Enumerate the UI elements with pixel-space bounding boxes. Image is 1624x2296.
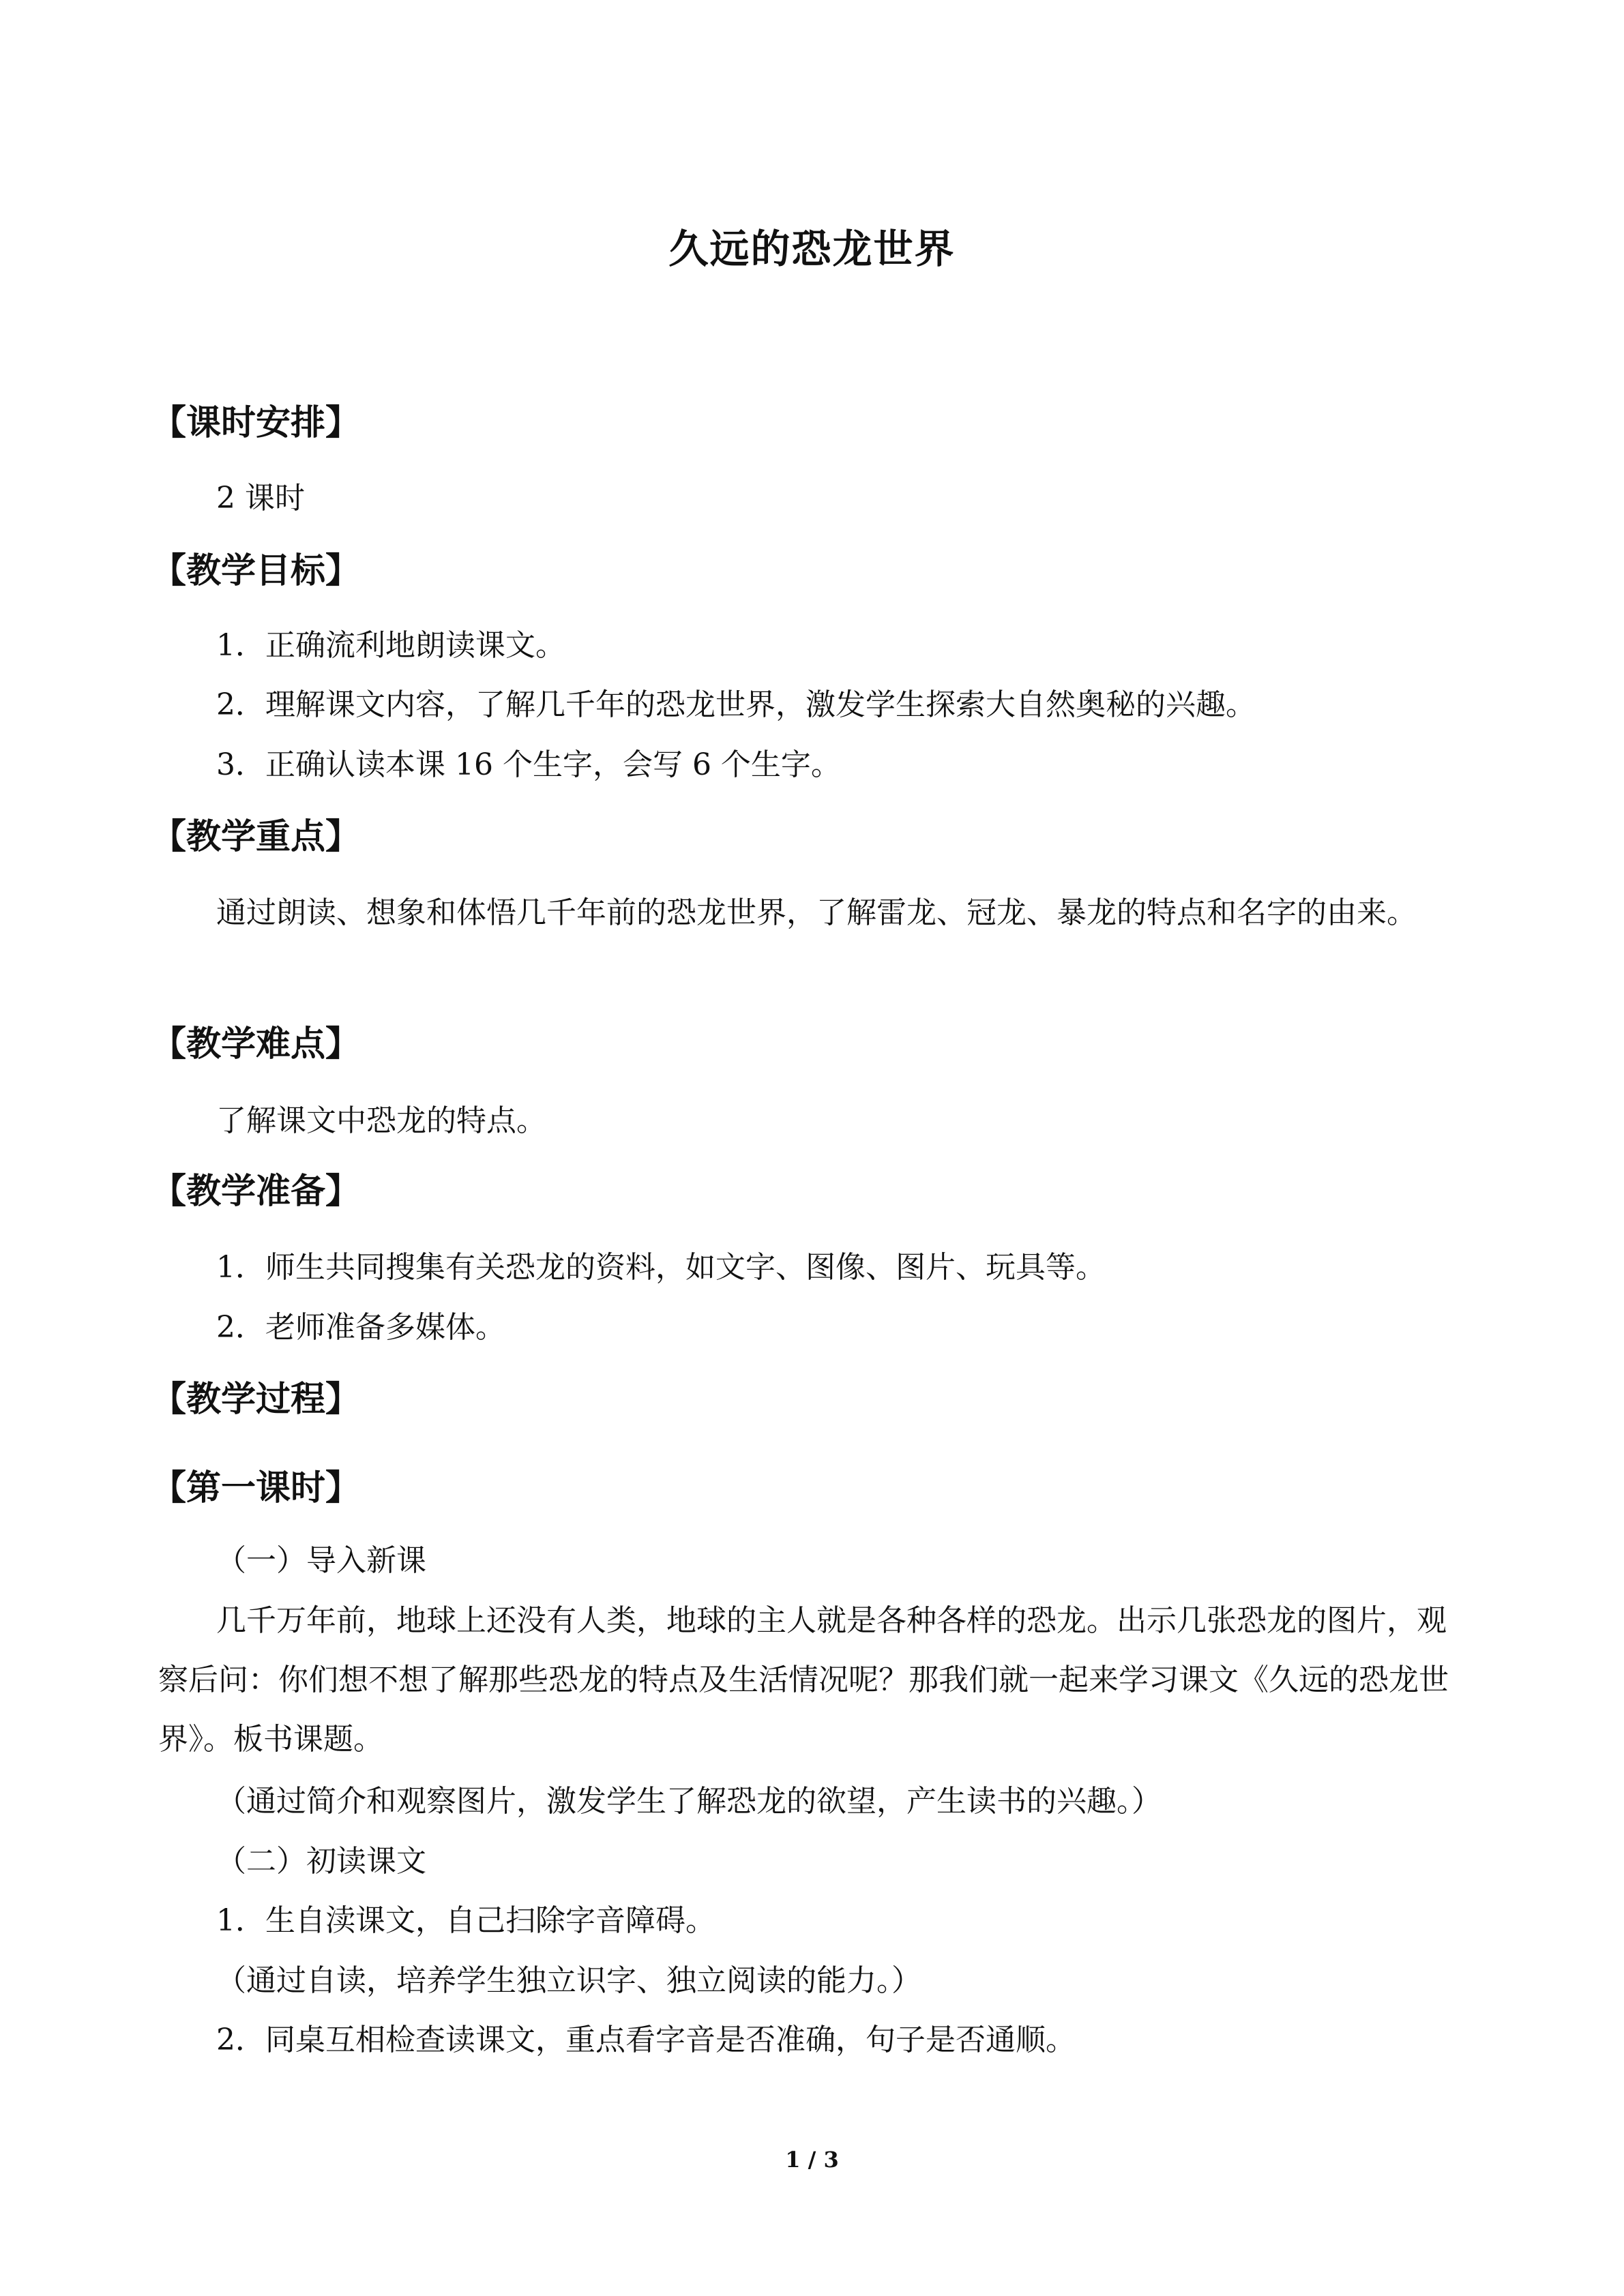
heading-goals: 【教学目标】 <box>151 551 361 591</box>
heading-lesson-one: 【第一课时】 <box>151 1468 361 1508</box>
heading-key-points: 【教学重点】 <box>151 817 361 857</box>
lesson-part2-item-2: 2．同桌互相检查读课文，重点看字音是否准确，句子是否通顺。 <box>216 2023 1076 2057</box>
heading-difficulties: 【教学难点】 <box>151 1024 361 1064</box>
document-title: 久远的恐龙世界 <box>668 226 956 272</box>
heading-schedule: 【课时安排】 <box>151 403 361 443</box>
preparation-item-2: 2．老师准备多媒体。 <box>216 1310 505 1345</box>
page-indicator: 1 / 3 <box>785 2147 839 2173</box>
key-points-body: 通过朗读、想象和体悟几千年前的恐龙世界，了解雷龙、冠龙、暴龙的特点和名字的由来。 <box>216 895 1417 930</box>
lesson-part1-note: （通过简介和观察图片，激发学生了解恐龙的欲望，产生读书的兴趣。） <box>216 1784 1162 1819</box>
heading-preparation: 【教学准备】 <box>151 1172 361 1212</box>
lesson-part1-body: 几千万年前，地球上还没有人类，地球的主人就是各种各样的恐龙。出示几张恐龙的图片，观察后问：你们想不想了解那些恐龙的特点及生活情况呢？那我们就一起来学习课文《久远的恐龙世界》。板书课题。 <box>158 1603 1449 1757</box>
lesson-part2-note: （通过自读，培养学生独立识字、独立阅读的能力。） <box>216 1963 921 1998</box>
lesson-part2-title: （二）初读课文 <box>216 1844 426 1879</box>
goal-item-1: 1．正确流利地朗读课文。 <box>216 628 565 663</box>
lesson-part2-item-1: 1．生自渎课文，自己扫除字音障碍。 <box>216 1903 715 1938</box>
goal-item-2: 2．理解课文内容，了解几千年的恐龙世界，激发学生探索大自然奥秘的兴趣。 <box>216 687 1256 722</box>
difficulties-body: 了解课文中恐龙的特点。 <box>216 1103 546 1138</box>
lesson-part1-title: （一）导入新课 <box>216 1543 426 1578</box>
heading-process: 【教学过程】 <box>151 1380 361 1420</box>
preparation-item-1: 1．师生共同搜集有关恐龙的资料，如文字、图像、图片、玩具等。 <box>216 1250 1106 1285</box>
goal-item-3: 3．正确认读本课 16 个生字，会写 6 个生字。 <box>216 747 841 782</box>
schedule-body: 2 课时 <box>216 481 305 516</box>
